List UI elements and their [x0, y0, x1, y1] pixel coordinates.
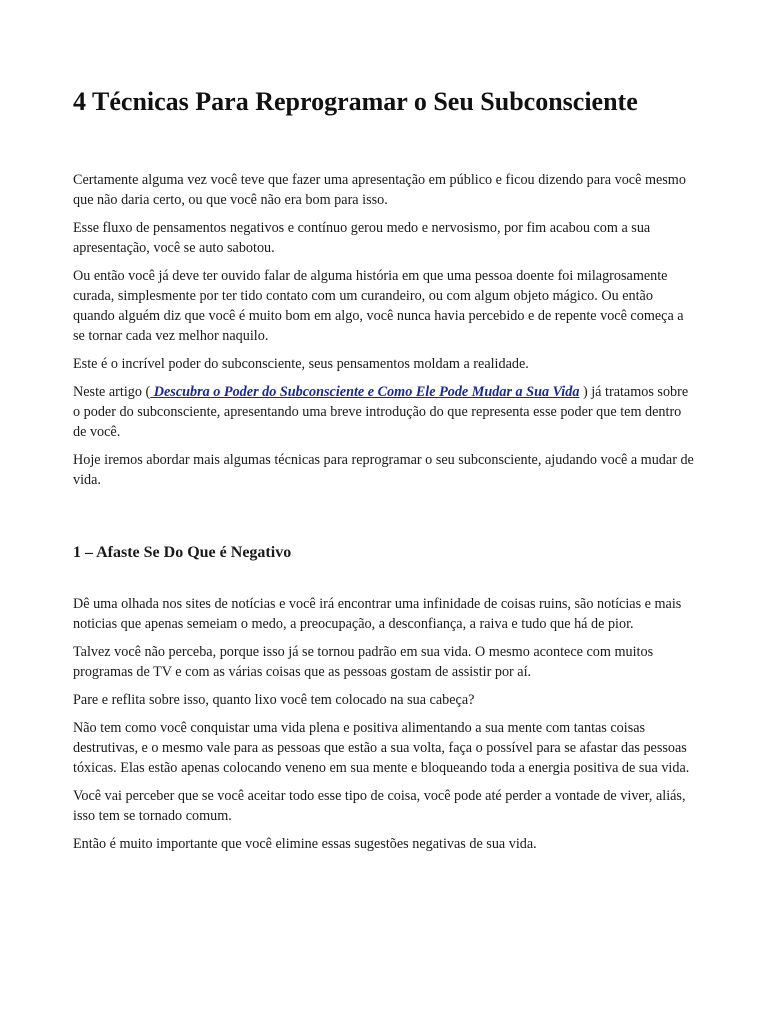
intro-paragraph-2: Esse fluxo de pensamentos negativos e contínuo gerou medo e nervosismo, por fim acabou com a sua apresentação, você se auto sabotou. [73, 220, 651, 256]
section-1-paragraph-1: Dê uma olhada nos sites de notícias e você irá encontrar uma infinidade de coisas ruins, são notícias e mais noticias que apenas semeiam o medo, a preocupação, a desconfiança, a raiva e tudo que há de pior. [73, 596, 682, 632]
section-1-body [73, 594, 696, 854]
intro-paragraph-1: Certamente alguma vez você teve que fazer uma apresentação em público e ficou dizendo para você mesmo que não daria certo, ou que você não era bom para isso. [73, 172, 686, 208]
link-suffix-text: ) já tratamos sobre o poder do subconsciente, apresentando uma breve introdução do que representa esse poder que tem dentro de você. [73, 384, 689, 440]
section-1-paragraph-6: Então é muito importante que você elimine essas sugestões negativas de sua vida. [73, 836, 537, 852]
article-link[interactable]: Descubra o Poder do Subconsciente e Como Ele Pode Mudar a Sua Vida [150, 384, 580, 400]
intro-paragraph-3: Ou então você já deve ter ouvido falar de alguma história em que uma pessoa doente foi milagrosamente curada, simplesmente por ter tido contato com um curandeiro, ou com algum objeto mágico. Ou então quando alguém diz que você é muito bom em algo, você nunca havia percebido e de repente você começa a se tornar cada vez melhor naquilo. [73, 268, 684, 344]
intro-paragraph-4: Este é o incrível poder do subconsciente, seus pensamentos moldam a realidade. [73, 356, 529, 372]
section-1-paragraph-3: Pare e reflita sobre isso, quanto lixo você tem colocado na sua cabeça? [73, 692, 475, 708]
section-1-heading: 1 – Afaste Se Do Que é Negativo [73, 544, 292, 561]
intro-closing-paragraph: Hoje iremos abordar mais algumas técnicas para reprogramar o seu subconsciente, ajudando você a mudar de vida. [73, 452, 694, 488]
link-paragraph [73, 382, 696, 442]
link-prefix-text: Neste artigo ( [73, 384, 151, 400]
section-1-paragraph-4: Não tem como você conquistar uma vida plena e positiva alimentando a sua mente com tantas coisas destrutivas, e o mesmo vale para as pessoas que estão a sua volta, faça o possível para se afastar das pessoas tóxicas. Elas estão apenas colocando veneno em sua mente e bloqueando toda a energia positiva de sua vida. [73, 720, 690, 776]
section-1-paragraph-2: Talvez você não perceba, porque isso já se tornou padrão em sua vida. O mesmo acontece com muitos programas de TV e com as várias coisas que as pessoas gostam de assistir por aí. [73, 644, 654, 680]
section-1-paragraph-5: Você vai perceber que se você aceitar todo esse tipo de coisa, você pode até perder a vontade de viver, aliás, isso tem se tornado comum. [73, 788, 686, 824]
page-title: 4 Técnicas Para Reprogramar o Seu Subconsciente [73, 87, 638, 116]
intro-section [73, 170, 696, 490]
